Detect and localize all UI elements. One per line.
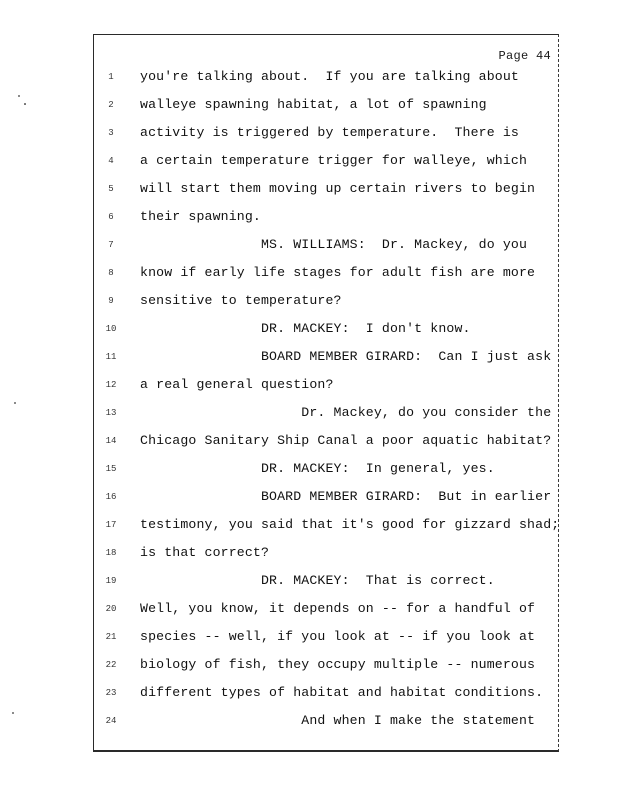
transcript-line: DR. MACKEY: In general, yes. — [140, 461, 495, 476]
transcript-line: biology of fish, they occupy multiple -- numerous — [140, 657, 536, 672]
line-number: 23 — [105, 688, 117, 698]
scan-speck — [24, 103, 26, 105]
transcript-line: sensitive to temperature? — [140, 293, 342, 308]
transcript-line: Well, you know, it depends on -- for a handful of — [140, 601, 536, 616]
line-number: 4 — [108, 156, 114, 166]
transcript-line: testimony, you said that it's good for gizzard shad; — [140, 517, 560, 532]
line-number: 2 — [108, 100, 114, 110]
line-number: 15 — [105, 464, 117, 474]
line-number: 9 — [108, 296, 114, 306]
transcript-line: Chicago Sanitary Ship Canal a poor aquatic habitat? — [140, 433, 552, 448]
transcript-line: walleye spawning habitat, a lot of spawning — [140, 97, 487, 112]
line-number: 5 — [108, 184, 114, 194]
line-number: 3 — [108, 128, 114, 138]
transcript-line: BOARD MEMBER GIRARD: Can I just ask — [140, 349, 552, 364]
transcript-line: And when I make the statement — [140, 713, 536, 728]
transcript-line: know if early life stages for adult fish are more — [140, 265, 536, 280]
line-number: 21 — [105, 632, 117, 642]
transcript-line: you're talking about. If you are talking about — [140, 69, 519, 84]
line-number: 16 — [105, 492, 117, 502]
transcript-line: will start them moving up certain rivers to begin — [140, 181, 536, 196]
line-number: 10 — [105, 324, 117, 334]
transcript-line: a real general question? — [140, 377, 334, 392]
line-number: 20 — [105, 604, 117, 614]
line-number: 12 — [105, 380, 117, 390]
transcript-line: activity is triggered by temperature. There is — [140, 125, 519, 140]
line-number: 13 — [105, 408, 117, 418]
line-number: 8 — [108, 268, 114, 278]
transcript-line: is that correct? — [140, 545, 270, 560]
scan-speck — [12, 712, 14, 714]
line-number: 1 — [108, 72, 114, 82]
transcript-line: DR. MACKEY: That is correct. — [140, 573, 495, 588]
scan-speck — [14, 402, 16, 404]
line-number: 22 — [105, 660, 117, 670]
transcript-page-border — [93, 34, 559, 752]
transcript-line: their spawning. — [140, 209, 261, 224]
line-number: 19 — [105, 576, 117, 586]
scan-speck — [18, 95, 20, 97]
line-number: 18 — [105, 548, 117, 558]
line-number: 17 — [105, 520, 117, 530]
transcript-line: Dr. Mackey, do you consider the — [140, 405, 552, 420]
page-number: Page 44 — [498, 49, 551, 63]
transcript-line: MS. WILLIAMS: Dr. Mackey, do you — [140, 237, 528, 252]
line-number: 24 — [105, 716, 117, 726]
transcript-line: BOARD MEMBER GIRARD: But in earlier — [140, 489, 552, 504]
transcript-line: a certain temperature trigger for walleye, which — [140, 153, 528, 168]
transcript-line: DR. MACKEY: I don't know. — [140, 321, 471, 336]
line-number: 6 — [108, 212, 114, 222]
line-number: 11 — [105, 352, 117, 362]
line-number: 7 — [108, 240, 114, 250]
line-number: 14 — [105, 436, 117, 446]
transcript-line: species -- well, if you look at -- if you look at — [140, 629, 536, 644]
transcript-line: different types of habitat and habitat conditions. — [140, 685, 544, 700]
